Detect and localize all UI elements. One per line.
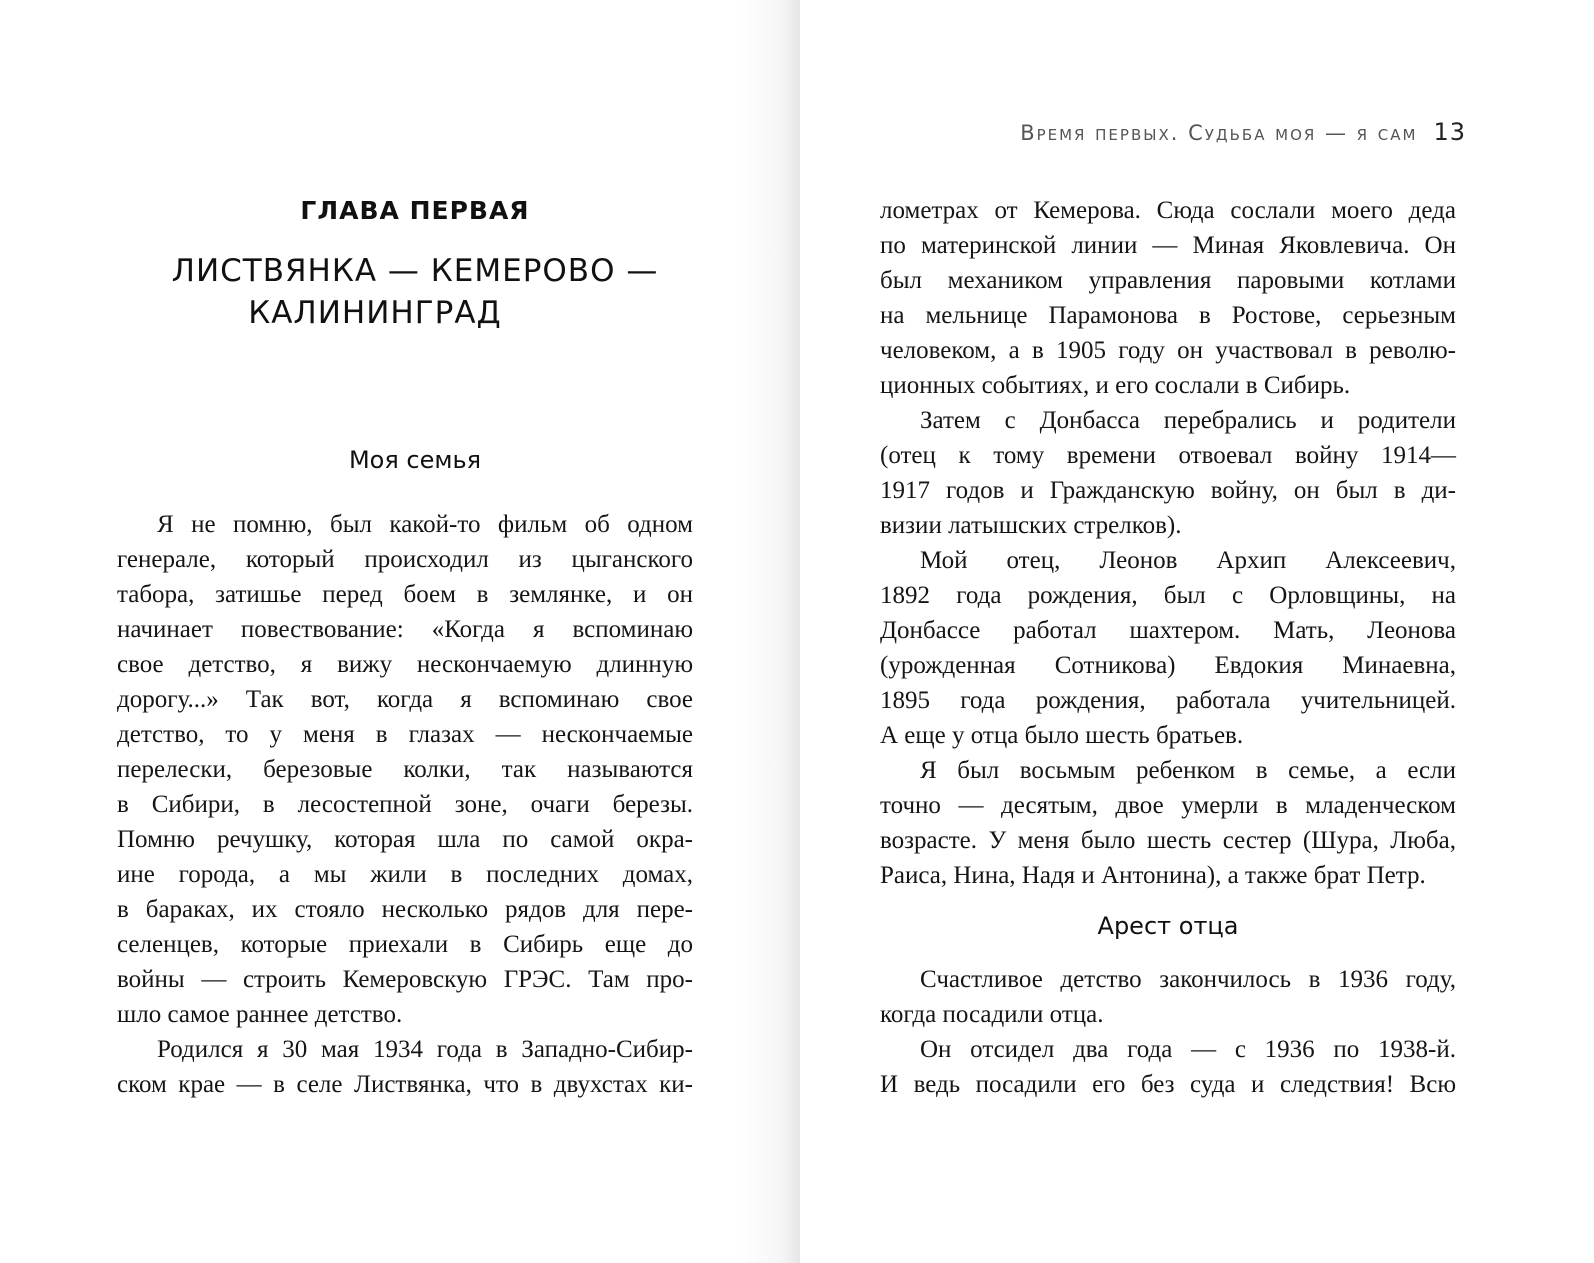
section-title-fathers-arrest: Арест отца [1097, 912, 1239, 940]
text-line: Затем с Донбасса перебрались и родители [920, 407, 1456, 434]
text-line: Родился я 30 мая 1934 года в Западно-Сибир- [157, 1036, 693, 1063]
text-line: на мельнице Парамонова в Ростове, серьезным [880, 302, 1456, 329]
text-line: 1892 года рождения, был с Орловщины, на [880, 582, 1456, 609]
text-line: генерале, который происходил из цыганского [117, 546, 693, 573]
text-line: лометрах от Кемерова. Сюда сослали моего деда [880, 197, 1456, 224]
text-line: точно — десятым, двое умерли в младенческом [880, 792, 1456, 819]
text-line: Помню речушку, которая шла по самой окра- [117, 826, 693, 853]
text-line: по материнской линии — Миная Яковлевича. Он [880, 232, 1456, 259]
chapter-title-line: КАЛИНИНГРАД [248, 295, 502, 331]
text-line: 1917 годов и Гражданскую войну, он был в ди- [880, 477, 1456, 504]
gutter-shadow [740, 0, 800, 1263]
text-line: детство, то у меня в глазах — нескончаемые [117, 721, 693, 748]
page-number: 13 [1433, 118, 1466, 146]
left-body-text [117, 507, 693, 1102]
right-body-text [880, 193, 1456, 893]
text-line: Он отсидел два года — с 1936 по 1938-й. [920, 1036, 1456, 1063]
running-header [1020, 118, 1466, 146]
text-line: визии латышских стрелков). [880, 512, 1182, 539]
text-line: Я не помню, был какой-то фильм об одном [157, 511, 693, 538]
text-line: был механиком управления паровыми котлами [880, 267, 1456, 294]
chapter-title-line: ЛИСТВЯНКА — КЕМЕРОВО — [171, 253, 659, 289]
text-line: Счастливое детство закончилось в 1936 году, [920, 966, 1456, 993]
text-line: войны — строить Кемеровскую ГРЭС. Там про- [117, 966, 693, 993]
text-line: Я был восьмым ребенком в семье, а если [920, 757, 1456, 784]
section-title-my-family: Моя семья [348, 446, 482, 474]
text-line: перелески, березовые колки, так называются [117, 756, 693, 783]
running-title: Время первых. Судьба моя — я сам [1020, 121, 1418, 145]
text-line: дорогу...» Так вот, когда я вспоминаю свое [117, 686, 693, 713]
text-line: человеком, а в 1905 году он участвовал в револю- [880, 337, 1456, 364]
text-line: Донбассе работал шахтером. Мать, Леонова [880, 617, 1456, 644]
text-line: ционных событиях, и его сослали в Сибирь. [880, 372, 1351, 399]
text-line: А еще у отца было шесть братьев. [880, 722, 1244, 749]
text-line: в Сибири, в лесостепной зоне, очаги березы. [117, 791, 693, 818]
text-line: возрасте. У меня было шесть сестер (Шура, Люба, [880, 827, 1456, 854]
text-line: когда посадили отца. [880, 1001, 1104, 1028]
chapter-label: ГЛАВА ПЕРВАЯ [300, 196, 530, 225]
text-line: свое детство, я вижу нескончаемую длинную [117, 651, 693, 678]
chapter-title [150, 250, 680, 334]
text-line: (урожденная Сотникова) Евдокия Минаевна, [880, 652, 1456, 679]
text-line: Мой отец, Леонов Архип Алексеевич, [920, 547, 1456, 574]
text-line: Раиса, Нина, Надя и Антонина), а также брат Петр. [880, 862, 1426, 889]
right-body-text-2 [880, 962, 1456, 1102]
text-line: И ведь посадили его без суда и следствия! Всю [880, 1071, 1456, 1098]
text-line: 1895 года рождения, работала учительницей. [880, 687, 1456, 714]
text-line: селенцев, которые приехали в Сибирь еще до [117, 931, 693, 958]
text-line: (отец к тому времени отвоевал войну 1914— [880, 442, 1456, 469]
text-line: в бараках, их стояло несколько рядов для пере- [117, 896, 693, 923]
text-line: табора, затишье перед боем в землянке, и он [117, 581, 693, 608]
text-line: начинает повествование: «Когда я вспоминаю [117, 616, 693, 643]
text-line: ине города, а мы жили в последних домах, [117, 861, 693, 888]
text-line: ском крае — в селе Листвянка, что в двухстах ки- [117, 1071, 693, 1098]
text-line: шло самое раннее детство. [117, 1001, 403, 1028]
